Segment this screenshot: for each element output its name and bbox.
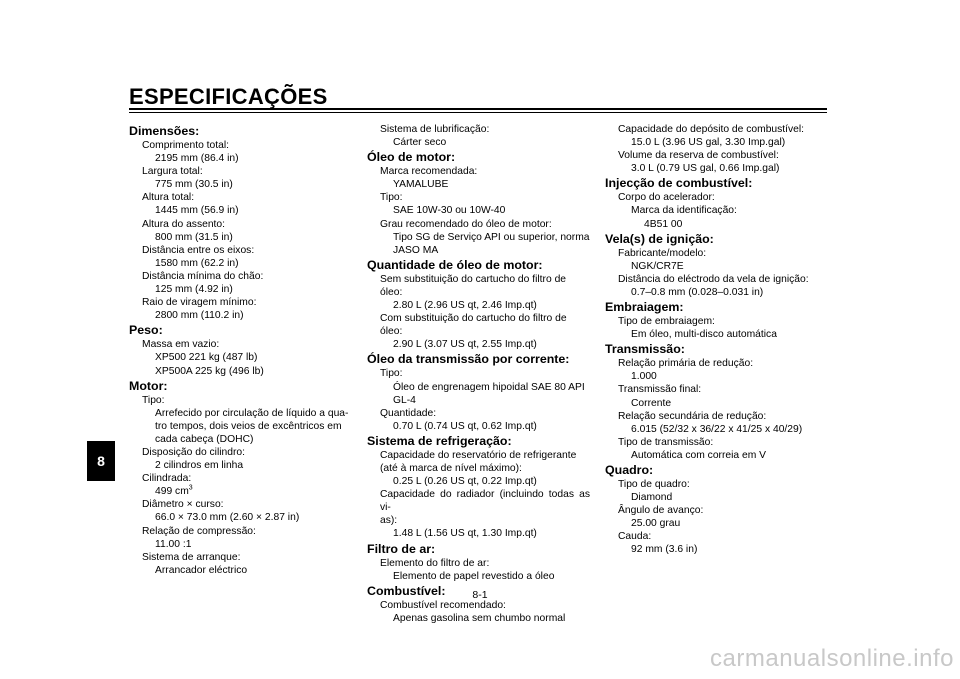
- spec-value: 1580 mm (62.2 in): [155, 257, 239, 269]
- spec-value: XP500 221 kg (487 lb): [155, 352, 258, 364]
- spec-value: 2 cilindros em linha: [155, 460, 244, 472]
- section-heading-quantidade-oleo: Quantidade de óleo de motor:: [367, 257, 543, 272]
- spec-value: Diamond: [631, 492, 673, 504]
- section-heading-oleo-motor: Óleo de motor:: [367, 150, 456, 165]
- spec-label: Cilindrada:: [142, 473, 192, 485]
- spec-label: (até à marca de nível máximo):: [380, 462, 522, 474]
- title-rule-thin: [129, 112, 827, 113]
- spec-value: 2195 mm (86.4 in): [155, 153, 239, 165]
- spec-value: GL-4: [393, 394, 416, 406]
- spec-label: Marca recomendada:: [380, 166, 478, 178]
- section-heading-peso: Peso:: [129, 323, 163, 338]
- spec-value: Cárter seco: [393, 137, 447, 149]
- spec-label: Largura total:: [142, 166, 203, 178]
- section-heading-dimensoes: Dimensões:: [129, 124, 200, 138]
- spec-column-1: [129, 123, 353, 577]
- spec-value: 1.000: [631, 371, 657, 383]
- section-heading-refrigeracao: Sistema de refrigeração:: [367, 433, 512, 448]
- spec-label: Raio de viragem mínimo:: [142, 297, 257, 309]
- section-heading-quadro: Quadro:: [605, 462, 654, 477]
- spec-label: Combustível recomendado:: [380, 599, 506, 611]
- watermark: carmanualsonline.info: [710, 645, 954, 672]
- spec-label: Diâmetro × curso:: [142, 499, 224, 511]
- spec-value: JASO MA: [393, 244, 439, 256]
- spec-value: 125 mm (4.92 in): [155, 284, 233, 296]
- spec-value: tro tempos, dois veios de excêntricos em: [155, 420, 342, 432]
- spec-value: 775 mm (30.5 in): [155, 179, 233, 191]
- spec-value: 2.90 L (3.07 US qt, 2.55 Imp.qt): [393, 339, 537, 351]
- spec-value: Tipo SG de Serviço API ou superior, norma: [393, 231, 590, 243]
- spec-label: Corpo do acelerador:: [618, 192, 715, 204]
- page-number: 8-1: [472, 589, 488, 601]
- cilindrada-exponent: 3: [188, 484, 193, 492]
- spec-label: Disposição do cilindro:: [142, 446, 246, 458]
- spec-value: 3.0 L (0.79 US gal, 0.66 Imp.gal): [631, 163, 780, 175]
- spec-label: Sistema de arranque:: [142, 551, 241, 563]
- spec-column-3: [605, 123, 820, 557]
- spec-value: Corrente: [631, 397, 672, 409]
- spec-value: 0.70 L (0.74 US qt, 0.62 Imp.qt): [393, 420, 537, 432]
- spec-label: Relação secundária de redução:: [618, 410, 767, 422]
- spec-label: Marca da identificação:: [631, 205, 737, 217]
- spec-label: Tipo de transmissão:: [618, 436, 714, 448]
- spec-value: 4B51 00: [644, 218, 683, 230]
- spec-label: Quantidade:: [380, 407, 437, 419]
- spec-value: 1.48 L (1.56 US qt, 1.30 Imp.qt): [393, 528, 537, 540]
- spec-label: Tipo de quadro:: [618, 478, 690, 490]
- spec-value: Arrancador eléctrico: [155, 564, 248, 576]
- spec-label: Sistema de lubrificação:: [380, 124, 490, 135]
- spec-value: 2.80 L (2.96 US qt, 2.46 Imp.qt): [393, 300, 537, 312]
- spec-value: Em óleo, multi-disco automática: [631, 329, 777, 341]
- spec-label: Altura do assento:: [142, 218, 225, 230]
- spec-value: Elemento de papel revestido a óleo: [393, 570, 555, 582]
- spec-label: Distância mínima do chão:: [142, 270, 264, 282]
- section-heading-filtro-ar: Filtro de ar:: [367, 541, 436, 556]
- spec-label: Capacidade do depósito de combustível:: [618, 124, 805, 135]
- spec-label: Sem substituição do cartucho do filtro de óleo:: [380, 273, 567, 298]
- spec-label: Distância entre os eixos:: [142, 244, 255, 256]
- spec-label: Relação de compressão:: [142, 525, 256, 537]
- spec-value: YAMALUBE: [393, 179, 449, 191]
- spec-value: 92 mm (3.6 in): [631, 544, 698, 556]
- section-heading-motor: Motor:: [129, 378, 168, 393]
- spec-value: Apenas gasolina sem chumbo normal: [393, 612, 566, 624]
- spec-label: Relação primária de redução:: [618, 358, 754, 370]
- spec-value: XP500A 225 kg (496 lb): [155, 365, 264, 377]
- spec-label: Tipo de embraiagem:: [618, 316, 715, 328]
- spec-value: cada cabeça (DOHC): [155, 433, 254, 445]
- spec-label: Capacidade do reservatório de refrigerante: [380, 449, 577, 461]
- spec-label: Elemento do filtro de ar:: [380, 557, 490, 569]
- title-rule-thick: [129, 108, 827, 110]
- spec-label: Comprimento total:: [142, 140, 229, 151]
- spec-label: Grau recomendado do óleo de motor:: [380, 218, 552, 230]
- spec-label: Volume da reserva de combustível:: [618, 150, 779, 162]
- spec-value: 25.00 grau: [631, 518, 681, 530]
- spec-label: Tipo:: [142, 394, 165, 406]
- spec-value: 6.015 (52/32 x 36/22 x 41/25 x 40/29): [631, 423, 803, 435]
- spec-label: Tipo:: [380, 368, 403, 380]
- spec-label: as):: [380, 515, 398, 527]
- section-heading-transmissao-corrente: Óleo da transmissão por corrente:: [367, 352, 570, 367]
- spec-value: SAE 10W-30 ou 10W-40: [393, 205, 506, 217]
- spec-value: Arrefecido por circulação de líquido a qua-: [155, 407, 349, 419]
- spec-value: 66.0 × 73.0 mm (2.60 × 2.87 in): [155, 512, 300, 524]
- page-title: ESPECIFICAÇÕES: [129, 84, 328, 109]
- spec-value: Óleo de engrenagem hipoidal SAE 80 API: [393, 381, 585, 393]
- spec-label: Altura total:: [142, 192, 195, 204]
- spec-label: Fabricante/modelo:: [618, 247, 707, 259]
- spec-value: 0.7–0.8 mm (0.028–0.031 in): [631, 286, 764, 298]
- section-heading-transmissao: Transmissão:: [605, 342, 685, 357]
- spec-value: 15.0 L (3.96 US gal, 3.30 Imp.gal): [631, 137, 786, 149]
- cilindrada-number: 499 cm: [155, 486, 189, 498]
- spec-value: 800 mm (31.5 in): [155, 231, 233, 243]
- spec-label: Tipo:: [380, 192, 403, 204]
- spec-label: Transmissão final:: [618, 384, 702, 396]
- spec-label: Capacidade do radiador (incluindo todas as vi-: [380, 489, 590, 514]
- section-heading-embraiagem: Embraiagem:: [605, 300, 684, 315]
- spec-label: Massa em vazio:: [142, 339, 220, 351]
- spec-label: Cauda:: [618, 531, 652, 543]
- spec-column-2: [367, 123, 590, 625]
- chapter-tab: 8: [87, 441, 115, 481]
- spec-value: 1445 mm (56.9 in): [155, 205, 239, 217]
- spec-value: 0.25 L (0.26 US qt, 0.22 Imp.qt): [393, 476, 537, 488]
- spec-value: NGK/CR7E: [631, 260, 684, 272]
- spec-value: 2800 mm (110.2 in): [155, 310, 244, 322]
- spec-value: Automática com correia em V: [631, 449, 767, 461]
- spec-label: Com substituição do cartucho do filtro de óleo:: [380, 313, 567, 338]
- spec-label: Ângulo de avanço:: [618, 505, 704, 517]
- spec-value-cilindrada: [129, 485, 353, 498]
- section-heading-combustivel: Combustível:: [367, 583, 446, 598]
- spec-value: 11.00 :1: [155, 538, 192, 550]
- spec-label: Distância do eléctrodo da vela de ignição:: [618, 273, 809, 285]
- section-heading-injeccao: Injecção de combustível:: [605, 176, 753, 191]
- section-heading-velas: Vela(s) de ignição:: [605, 231, 714, 246]
